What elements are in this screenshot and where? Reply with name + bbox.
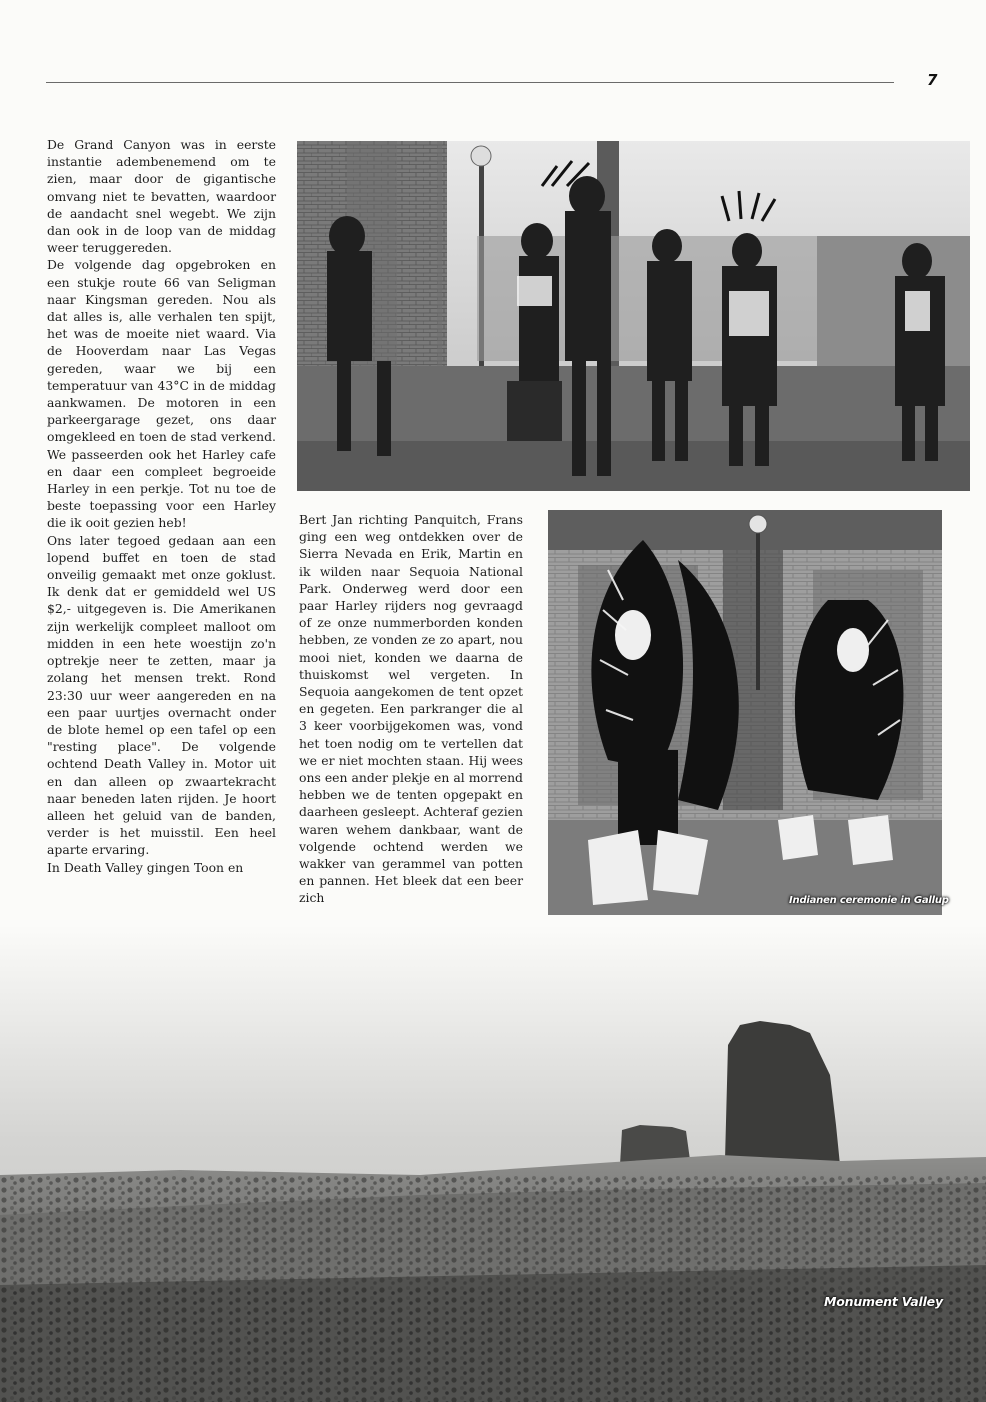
caption-monument-valley: Monument Valley [824, 1294, 943, 1309]
article-text-column-1: De Grand Canyon was in eerste instantie adembenemend om te zien, maar door de gigantische omvang niet te bevatten, waardoor de aandacht snel wegebt. We zijn dan ook in de loop van de middag weer teruggereden. De volgende dag opgebroken en een stukje route 66 van Seligman naar Kingsman gereden. Nou als dat alles is, alle verhalen ten spijt, het was de moeite niet waard. Via de Hooverdam naar Las Vegas gereden, waar we bij een temperatuur van 43°C in de middag aankwamen. De motoren in een parkeergarage gezet, ons daar omgekleed en toen de stad verkend. We passeerden ook het Harley cafe en daar een compleet begroeide Harley in een perkje. Tot nu toe de beste toepassing voor een Harley die ik ooit gezien heb! Ons later tegoed gedaan aan een lopend buffet en toen de stad onveilig gemaakt met onze goklust. Ik denk dat er gemiddeld wel US $2,- uitgegeven is. Die Amerikanen zijn werkelijk compleet malloot om midden in een hete woestijn zo'n optrekje neer te zetten, maar ja zolang het mensen trekt. Rond 23:30 uur weer aangereden en na een paar uurtjes overnacht onder de blote hemel op een tafel op een "resting place". De volgende ochtend Death Valley in. Motor uit en dan alleen op zwaartekracht naar beneden laten rijden. Je hoort alleen het geluid van de banden, verder is het muisstil. Een heel aparte ervaring. In Death Valley gingen Toon en [47, 137, 276, 875]
header-rule [46, 82, 894, 83]
article-column-2 [299, 511, 523, 907]
article-text-column-2: Bert Jan richting Panquitch, Frans ging een weg ontdekken over de Sierra Nevada en Erik, Martin en ik wilden naar Sequoia National Park. Onderweg werd door een paar Harley rijders nog gevraagd of ze onze nummerborden konden hebben, ze vonden ze zo apart, nou mooi niet, konden we daarna de thuiskomst wel vergeten. In Sequoia aangekomen de tent opzet en gegeten. Een parkranger die al 3 keer voorbijgekomen was, vond het toen nodig om te vertellen dat we er niet mochten staan. Hij wees ons een ander plekje en al morrend hebben we de tenten opgepakt en daarheen gesleept. Achteraf gezien waren wehem dankbaar, want de volgende ochtend werden we wakker van gerammel van potten en pannen. Het bleek dat een beer zich [299, 512, 523, 906]
photo-dance-illustration [297, 141, 970, 491]
photo-monument-valley [0, 925, 986, 1402]
photo-gallup-illustration [548, 510, 942, 915]
photo-gallup-ceremony [548, 510, 942, 915]
caption-gallup: Indianen ceremonie in Gallup [789, 895, 949, 906]
photo-monument-illustration [0, 925, 986, 1402]
page-number: 7 [927, 71, 938, 89]
article-column-1 [47, 136, 276, 876]
photo-dance-procession [297, 141, 970, 491]
